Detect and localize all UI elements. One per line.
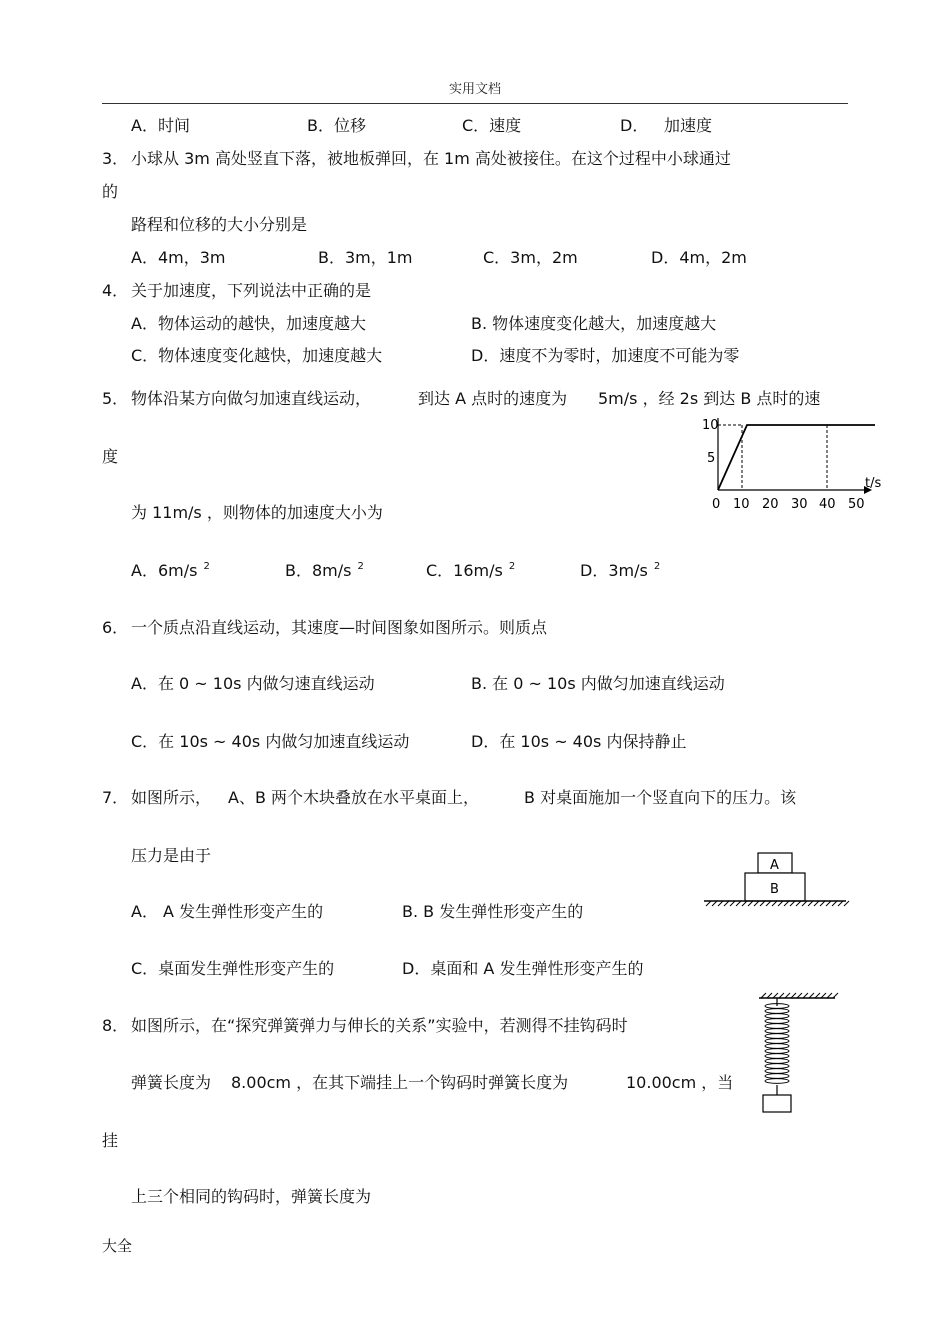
q8-stem-part1: 弹簧长度为 [131, 1073, 212, 1092]
x-tick-50: 50 [848, 497, 865, 512]
q4-stem: 关于加速度，下列说法中正确的是 [131, 281, 372, 300]
q5-stem-part3: 5m/s ，经 2s 到达 B 点时的速 [598, 389, 821, 408]
spring-coil [765, 1004, 789, 1084]
page-footer: 大全 [102, 1237, 133, 1255]
q7-stem-part1: 如图所示， [131, 788, 212, 807]
q5-stem-line2: 为 11m/s ，则物体的加速度大小为 [131, 503, 383, 522]
q3-option-c: C．3m，2m [483, 248, 578, 267]
q3-stem-line2: 路程和位移的大小分别是 [131, 215, 308, 234]
q6-option-a: A．在 0 ~ 10s 内做匀速直线运动 [131, 674, 375, 693]
q6-stem: 一个质点沿直线运动，其速度—时间图象如图所示。则质点 [131, 618, 548, 637]
q7-option-b: B. B 发生弹性形变产生的 [402, 902, 584, 921]
x-tick-30: 30 [791, 497, 808, 512]
q7-option-c: C．桌面发生弹性形变产生的 [131, 959, 335, 978]
q4-option-b: B. 物体速度变化越大，加速度越大 [471, 314, 717, 333]
stacked-blocks-figure [700, 848, 850, 910]
velocity-time-graph [690, 408, 890, 518]
x-unit-label: t/s [865, 476, 882, 491]
q4-number: 4． [102, 281, 129, 300]
q3-number: 3． [102, 149, 129, 168]
q2-option-d-text: 加速度 [664, 116, 713, 135]
q2-option-a: A．时间 [131, 116, 190, 135]
q3-stem-line1: 小球从 3m 高处竖直下落，被地板弹回，在 1m 高处被接住。在这个过程中小球通过 [131, 149, 731, 168]
q8-stem-part3: 10.00cm ，当 [626, 1073, 734, 1092]
y-tick-10: 10 [702, 418, 719, 433]
q8-stem-line3: 挂 [102, 1131, 119, 1150]
q8-stem-line1: 如图所示，在“探究弹簧弹力与伸长的关系”实验中，若测得不挂钩码时 [131, 1016, 628, 1035]
q7-stem-part2: A、B 两个木块叠放在水平桌面上， [228, 788, 480, 807]
q7-stem-part3: B 对桌面施加一个竖直向下的压力。该 [524, 788, 797, 807]
q5-option-b: B．8m/s $^2$ [285, 561, 364, 580]
q5-option-c: C．16m/s $^2$ [426, 561, 516, 580]
q7-option-d: D．桌面和 A 发生弹性形变产生的 [402, 959, 644, 978]
q2-option-d: D． [620, 116, 649, 135]
q5-stem-part1: 物体沿某方向做匀加速直线运动， [131, 389, 372, 408]
q3-stem-line1b: 的 [102, 182, 119, 201]
q8-number: 8． [102, 1016, 129, 1035]
q5-option-a: A．6m/s $^2$ [131, 561, 210, 580]
q8-stem-part2: 8.00cm ，在其下端挂上一个钩码时弹簧长度为 [231, 1073, 569, 1092]
q3-option-a: A．4m，3m [131, 248, 226, 267]
x-tick-20: 20 [762, 497, 779, 512]
q5-option-d: D．3m/s $^2$ [580, 561, 661, 580]
q4-option-a: A．物体运动的越快，加速度越大 [131, 314, 366, 333]
q5-number: 5． [102, 389, 129, 408]
page-header-title: 实用文档 [448, 82, 501, 97]
q3-option-d: D．4m，2m [651, 248, 747, 267]
header-rule [102, 103, 848, 104]
x-tick-40: 40 [819, 497, 836, 512]
spring-figure [755, 990, 840, 1115]
q4-option-c: C．物体速度变化越快，加速度越大 [131, 346, 383, 365]
block-b-label: B [770, 882, 779, 897]
x-tick-0: 0 [712, 497, 721, 512]
q6-option-b: B. 在 0 ~ 10s 内做匀加速直线运动 [471, 674, 725, 693]
q4-option-d: D．速度不为零时，加速度不可能为零 [471, 346, 740, 365]
q6-number: 6． [102, 618, 129, 637]
q6-option-d: D．在 10s ~ 40s 内保持静止 [471, 732, 687, 751]
q2-option-b: B．位移 [307, 116, 366, 135]
hook-weight [763, 1095, 791, 1112]
q6-option-c: C．在 10s ~ 40s 内做匀加速直线运动 [131, 732, 410, 751]
q2-option-c: C．速度 [462, 116, 522, 135]
q8-stem-line4: 上三个相同的钩码时，弹簧长度为 [131, 1187, 372, 1206]
q5-stem-part4: 度 [102, 447, 119, 466]
y-tick-5: 5 [707, 451, 716, 466]
x-tick-10: 10 [733, 497, 750, 512]
q7-number: 7． [102, 788, 129, 807]
block-a-label: A [770, 858, 779, 873]
q7-stem-line2: 压力是由于 [131, 846, 212, 865]
q5-stem-part2: 到达 A 点时的速度为 [418, 389, 568, 408]
q3-option-b: B．3m，1m [318, 248, 413, 267]
q7-option-a: A． A 发生弹性形变产生的 [131, 902, 324, 921]
